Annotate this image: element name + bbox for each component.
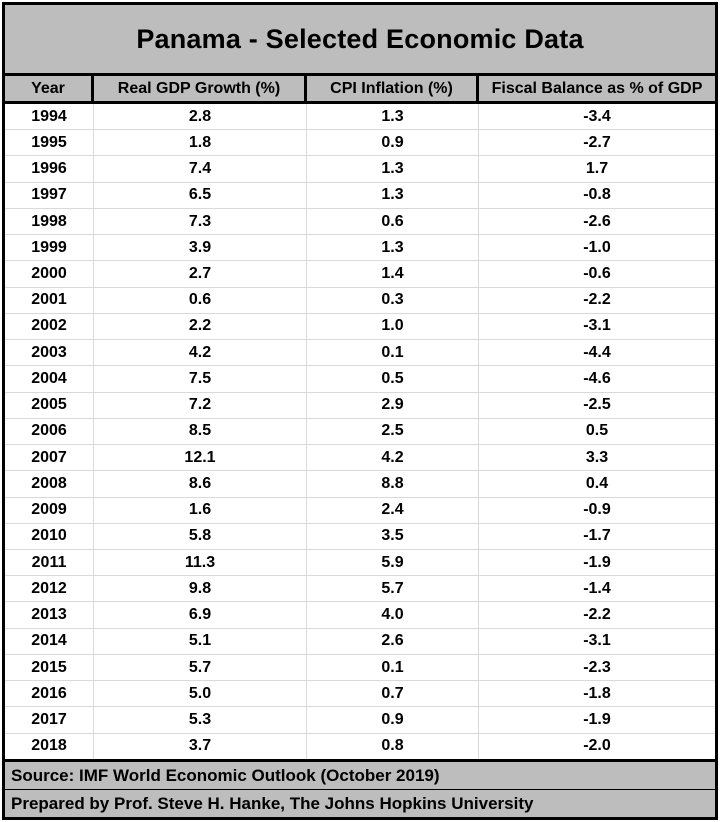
- cell-real-gdp-growth: 8.5: [94, 419, 307, 444]
- cell-fiscal-balance: -2.2: [583, 291, 611, 309]
- cell-year: 1995: [5, 130, 94, 155]
- cell-cpi-inflation: 1.0: [307, 314, 479, 339]
- cell-real-gdp-growth: 7.4: [94, 156, 307, 181]
- cell-fiscal-balance: -1.7: [583, 527, 611, 545]
- prepared-by-note: Prepared by Prof. Steve H. Hanke, The Johns Hopkins University: [11, 793, 534, 813]
- table-row: [5, 340, 715, 366]
- table-row: [5, 393, 715, 419]
- cell-cpi-inflation: 1.3: [307, 104, 479, 129]
- economic-data-table: [2, 2, 718, 820]
- cell-year: 2009: [5, 498, 94, 523]
- cell-year: 2004: [5, 366, 94, 391]
- table-row: [5, 104, 715, 130]
- cell-year: 1997: [5, 183, 94, 208]
- cell-year: 2008: [5, 471, 94, 496]
- cell-year: 2014: [5, 629, 94, 654]
- column-header-fiscal-balance: Fiscal Balance as % of GDP: [491, 79, 703, 97]
- cell-year: 2006: [5, 419, 94, 444]
- cell-cpi-inflation: 0.8: [307, 734, 479, 759]
- cell-year: 2001: [5, 288, 94, 313]
- cell-fiscal-balance: 0.5: [585, 422, 609, 440]
- cell-real-gdp-growth: 2.8: [94, 104, 307, 129]
- cell-fiscal-balance: -1.8: [583, 684, 611, 702]
- cell-real-gdp-growth: 4.2: [94, 340, 307, 365]
- cell-real-gdp-growth: 5.3: [94, 707, 307, 732]
- cell-cpi-inflation: 2.9: [307, 393, 479, 418]
- table-row: [5, 314, 715, 340]
- table-row: [5, 734, 715, 759]
- cell-fiscal-balance: -2.7: [583, 133, 611, 151]
- table-row: [5, 471, 715, 497]
- cell-fiscal-balance: 1.7: [585, 160, 609, 178]
- cell-real-gdp-growth: 2.2: [94, 314, 307, 339]
- cell-cpi-inflation: 2.5: [307, 419, 479, 444]
- cell-fiscal-balance: -0.6: [583, 265, 611, 283]
- cell-cpi-inflation: 2.6: [307, 629, 479, 654]
- table-row: [5, 550, 715, 576]
- cell-year: 2017: [5, 707, 94, 732]
- table-row: [5, 235, 715, 261]
- cell-real-gdp-growth: 1.8: [94, 130, 307, 155]
- cell-real-gdp-growth: 7.2: [94, 393, 307, 418]
- cell-fiscal-balance: -4.6: [583, 369, 611, 387]
- cell-year: 2000: [5, 261, 94, 286]
- table-footer: [5, 759, 715, 817]
- cell-cpi-inflation: 0.1: [307, 340, 479, 365]
- column-header-cpi-inflation: CPI Inflation (%): [307, 76, 479, 101]
- cell-cpi-inflation: 3.5: [307, 524, 479, 549]
- cell-fiscal-balance: -0.9: [583, 501, 611, 519]
- table-row: [5, 130, 715, 156]
- cell-year: 1998: [5, 209, 94, 234]
- cell-cpi-inflation: 0.5: [307, 366, 479, 391]
- cell-year: 2011: [5, 550, 94, 575]
- cell-year: 2018: [5, 734, 94, 759]
- table-row: [5, 419, 715, 445]
- cell-year: 2010: [5, 524, 94, 549]
- cell-real-gdp-growth: 8.6: [94, 471, 307, 496]
- table-row: [5, 445, 715, 471]
- cell-cpi-inflation: 0.3: [307, 288, 479, 313]
- cell-fiscal-balance: -4.4: [583, 343, 611, 361]
- cell-real-gdp-growth: 3.9: [94, 235, 307, 260]
- cell-cpi-inflation: 0.9: [307, 130, 479, 155]
- table-row: [5, 366, 715, 392]
- cell-fiscal-balance: 3.3: [585, 448, 609, 466]
- cell-cpi-inflation: 4.0: [307, 602, 479, 627]
- page-title: Panama - Selected Economic Data: [5, 5, 715, 76]
- table-row: [5, 707, 715, 733]
- cell-cpi-inflation: 5.9: [307, 550, 479, 575]
- cell-year: 2016: [5, 681, 94, 706]
- cell-cpi-inflation: 8.8: [307, 471, 479, 496]
- cell-cpi-inflation: 1.3: [307, 183, 479, 208]
- table-row: [5, 183, 715, 209]
- cell-fiscal-balance: -1.9: [583, 553, 611, 571]
- cell-fiscal-balance: -2.5: [583, 396, 611, 414]
- cell-fiscal-balance: -3.1: [583, 317, 611, 335]
- cell-year: 2005: [5, 393, 94, 418]
- table-row: [5, 681, 715, 707]
- cell-year: 2007: [5, 445, 94, 470]
- cell-real-gdp-growth: 7.3: [94, 209, 307, 234]
- cell-year: 2012: [5, 576, 94, 601]
- cell-year: 1996: [5, 156, 94, 181]
- cell-cpi-inflation: 0.9: [307, 707, 479, 732]
- cell-year: 1994: [5, 104, 94, 129]
- cell-real-gdp-growth: 9.8: [94, 576, 307, 601]
- cell-real-gdp-growth: 11.3: [94, 550, 307, 575]
- cell-real-gdp-growth: 3.7: [94, 734, 307, 759]
- cell-real-gdp-growth: 6.9: [94, 602, 307, 627]
- table-row: [5, 288, 715, 314]
- cell-cpi-inflation: 0.6: [307, 209, 479, 234]
- cell-year: 2013: [5, 602, 94, 627]
- cell-cpi-inflation: 1.4: [307, 261, 479, 286]
- table-row: [5, 576, 715, 602]
- table-body: [5, 104, 715, 759]
- table-row: [5, 498, 715, 524]
- cell-real-gdp-growth: 5.1: [94, 629, 307, 654]
- cell-fiscal-balance: -2.2: [583, 606, 611, 624]
- cell-year: 2015: [5, 655, 94, 680]
- cell-year: 2003: [5, 340, 94, 365]
- source-note: Source: IMF World Economic Outlook (October 2019): [5, 762, 715, 790]
- table-header-row: [5, 76, 715, 104]
- table-row: [5, 261, 715, 287]
- table-row: [5, 209, 715, 235]
- table-row: [5, 156, 715, 182]
- cell-real-gdp-growth: 7.5: [94, 366, 307, 391]
- cell-fiscal-balance: -3.1: [583, 632, 611, 650]
- cell-cpi-inflation: 1.3: [307, 235, 479, 260]
- table-row: [5, 524, 715, 550]
- cell-fiscal-balance: -3.4: [583, 107, 611, 125]
- cell-fiscal-balance: -0.8: [583, 186, 611, 204]
- cell-cpi-inflation: 1.3: [307, 156, 479, 181]
- table-row: [5, 629, 715, 655]
- cell-real-gdp-growth: 5.8: [94, 524, 307, 549]
- cell-year: 1999: [5, 235, 94, 260]
- cell-real-gdp-growth: 5.7: [94, 655, 307, 680]
- cell-cpi-inflation: 0.1: [307, 655, 479, 680]
- cell-fiscal-balance: -2.6: [583, 212, 611, 230]
- column-header-real-gdp-growth: Real GDP Growth (%): [94, 76, 307, 101]
- cell-cpi-inflation: 5.7: [307, 576, 479, 601]
- column-header-year: Year: [5, 76, 94, 101]
- cell-cpi-inflation: 4.2: [307, 445, 479, 470]
- cell-fiscal-balance: -1.4: [583, 579, 611, 597]
- cell-fiscal-balance: -1.0: [583, 238, 611, 256]
- cell-fiscal-balance: -2.3: [583, 658, 611, 676]
- cell-year: 2002: [5, 314, 94, 339]
- cell-fiscal-balance: -1.9: [583, 711, 611, 728]
- table-row: [5, 602, 715, 628]
- cell-real-gdp-growth: 2.7: [94, 261, 307, 286]
- cell-fiscal-balance: -2.0: [583, 737, 611, 755]
- cell-real-gdp-growth: 12.1: [94, 445, 307, 470]
- cell-cpi-inflation: 2.4: [307, 498, 479, 523]
- cell-real-gdp-growth: 1.6: [94, 498, 307, 523]
- cell-real-gdp-growth: 6.5: [94, 183, 307, 208]
- cell-real-gdp-growth: 5.0: [94, 681, 307, 706]
- table-row: [5, 655, 715, 681]
- cell-cpi-inflation: 0.7: [307, 681, 479, 706]
- cell-fiscal-balance: 0.4: [585, 474, 609, 492]
- cell-real-gdp-growth: 0.6: [94, 288, 307, 313]
